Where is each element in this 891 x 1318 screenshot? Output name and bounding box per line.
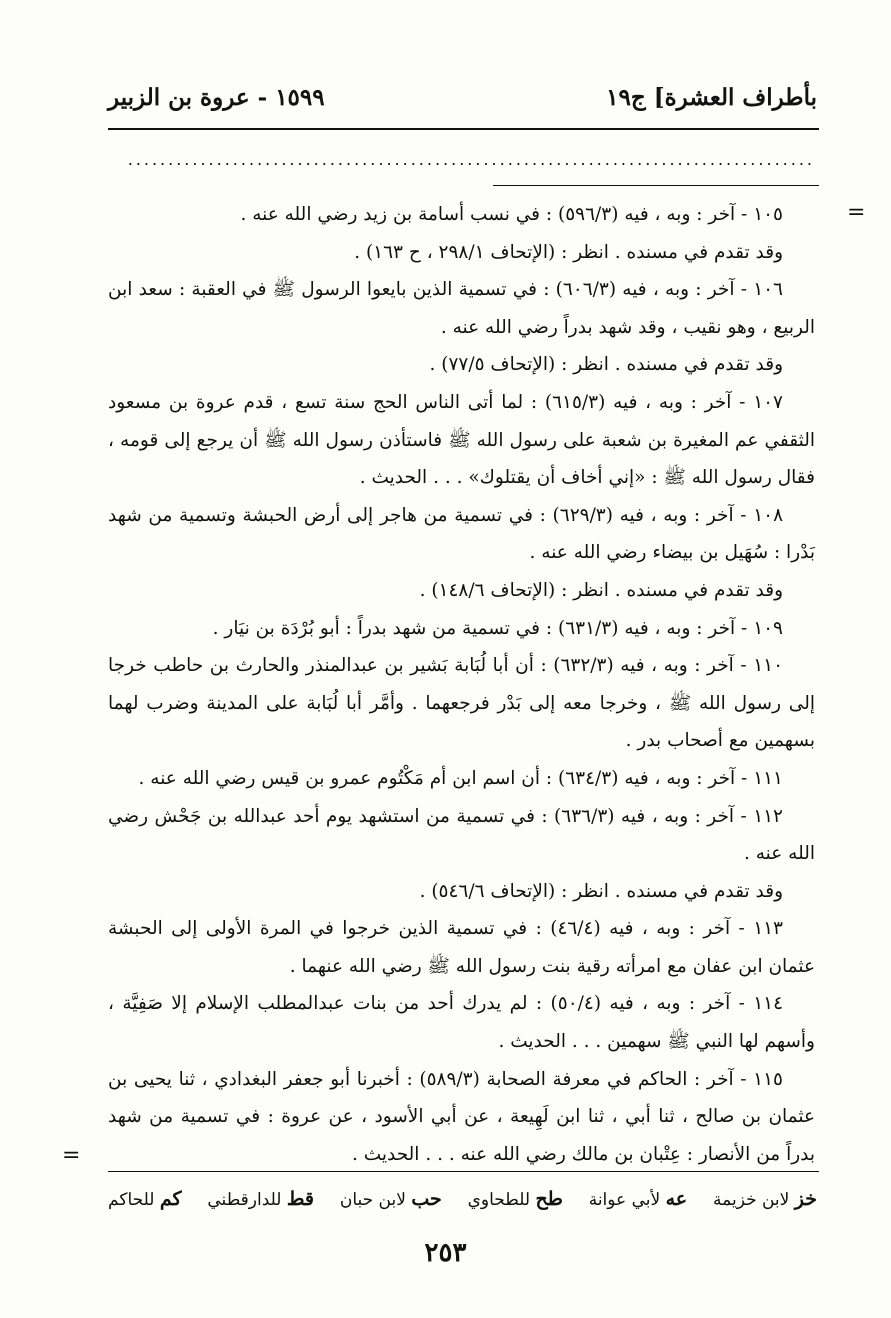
note-105: وقد تقدم في مسنده . انظر : (الإتحاف ٢٩٨/١ ، ح ١٦٣) . <box>354 241 783 263</box>
abbr-item: طح للطحاوي <box>467 1188 563 1210</box>
entry-113: ١١٣ - آخر : وبه ، فيه (٤٦/٤) : في تسمية الذين خرجوا في المرة الأولى إلى الحبشة عثمان ابن عفان مع امرأته رقية بنت رسول الله ﷺ رضي الله عنهما . <box>108 918 815 977</box>
text-body <box>108 196 815 1173</box>
section-rule <box>493 185 819 186</box>
page-number: ٢٥٣ <box>424 1238 467 1268</box>
margin-mark-top: = <box>847 200 866 225</box>
note-108: وقد تقدم في مسنده . انظر : (الإتحاف ١٤٨/٦) . <box>419 579 783 601</box>
note-106: وقد تقدم في مسنده . انظر : (الإتحاف ٧٧/٥) . <box>429 354 783 376</box>
abbr-item: خز لابن خزيمة <box>713 1188 817 1210</box>
entry-108: ١٠٨ - آخر : وبه ، فيه (٦٢٩/٣) : في تسمية من هاجر إلى أرض الحبشة وتسمية من شهد بَدْرا : سُهَيل بن بيضاء رضي الله عنه . <box>108 504 815 564</box>
entry-106: ١٠٦ - آخر : وبه ، فيه (٦٠٦/٣) : في تسمية الذين بايعوا الرسول ﷺ في العقبة : سعد ابن الربيع ، وهو نقيب ، وقد شهد بدراً رضي الله عنه . <box>108 279 815 338</box>
dotted-separator: ..................................................................................... <box>127 150 815 166</box>
running-head-chapter: ١٥٩٩ - عروة بن الزبير <box>108 84 325 111</box>
note-112: وقد تقدم في مسنده . انظر : (الإتحاف ٥٤٦/٦) . <box>419 880 783 902</box>
abbr-item: كم للحاكم <box>108 1188 182 1210</box>
entry-105: ١٠٥ - آخر : وبه ، فيه (٥٩٦/٣) : في نسب أسامة بن زيد رضي الله عنه . <box>240 204 783 225</box>
entry-107: ١٠٧ - آخر : وبه ، فيه (٦١٥/٣) : لما أتى الناس الحج سنة تسع ، قدم عروة بن مسعود الثقفي عم المغيرة بن شعبة على رسول الله ﷺ فاستأذن رسول الله ﷺ أن يرجع إلى قومه ، فقال رسول الله ﷺ : «إني أخاف أن يقتلوك» . . . الحديث . <box>108 391 815 489</box>
entry-115: ١١٥ - آخر : الحاكم في معرفة الصحابة (٥٨٩/٣) : أخبرنا أبو جعفر البغدادي ، ثنا يحيى بن عثمان بن صالح ، ثنا أبي ، ثنا ابن لَهِيعة ، عن أبي الأسود ، عن عروة : في تسمية من شهد بدراً من الأنصار : عِتْبان بن مالك رضي الله عنه . . . الحديث . <box>108 1068 815 1165</box>
entry-109: ١٠٩ - آخر : وبه ، فيه (٦٣١/٣) : في تسمية من شهد بدراً : أبو بُرْدَة بن نيَار . <box>212 617 783 639</box>
abbreviation-legend <box>108 1188 817 1210</box>
entry-111: ١١١ - آخر : وبه ، فيه (٦٣٤/٣) : أن اسم ابن أم مَكْتُوم عمرو بن قيس رضي الله عنه . <box>138 767 783 789</box>
abbr-item: قط للدارقطني <box>207 1188 314 1210</box>
entry-112: ١١٢ - آخر : وبه ، فيه (٦٣٦/٣) : في تسمية من استشهد يوم أحد عبدالله بن جَحْش رضي الله عنه . <box>108 805 815 865</box>
footer-rule <box>108 1171 819 1172</box>
running-head-title: بأطراف العشرة] ج١٩ <box>606 84 817 111</box>
entry-114: ١١٤ - آخر : وبه ، فيه (٥٠/٤) : لم يدرك أحد من بنات عبدالمطلب الإسلام إلا صَفِيَّة ، وأسهم لها النبي ﷺ سهمين . . . الحديث . <box>108 993 815 1053</box>
abbr-item: حب لابن حبان <box>339 1188 442 1210</box>
margin-mark-bottom: = <box>62 1143 81 1168</box>
abbr-item: عه لأبي عوانة <box>588 1188 688 1210</box>
entry-110: ١١٠ - آخر : وبه ، فيه (٦٣٢/٣) : أن أبا لُبَابة بَشير بن عبدالمنذر والحارث بن حاطب خرجا إلى رسول الله ﷺ ، وخرجا معه إلى بَدْر فرجعهما . وأمَّر أبا لُبَابة على المدينة وضرب لهما بسهمين مع أصحاب بدر . <box>108 655 815 752</box>
header-rule <box>108 128 819 130</box>
